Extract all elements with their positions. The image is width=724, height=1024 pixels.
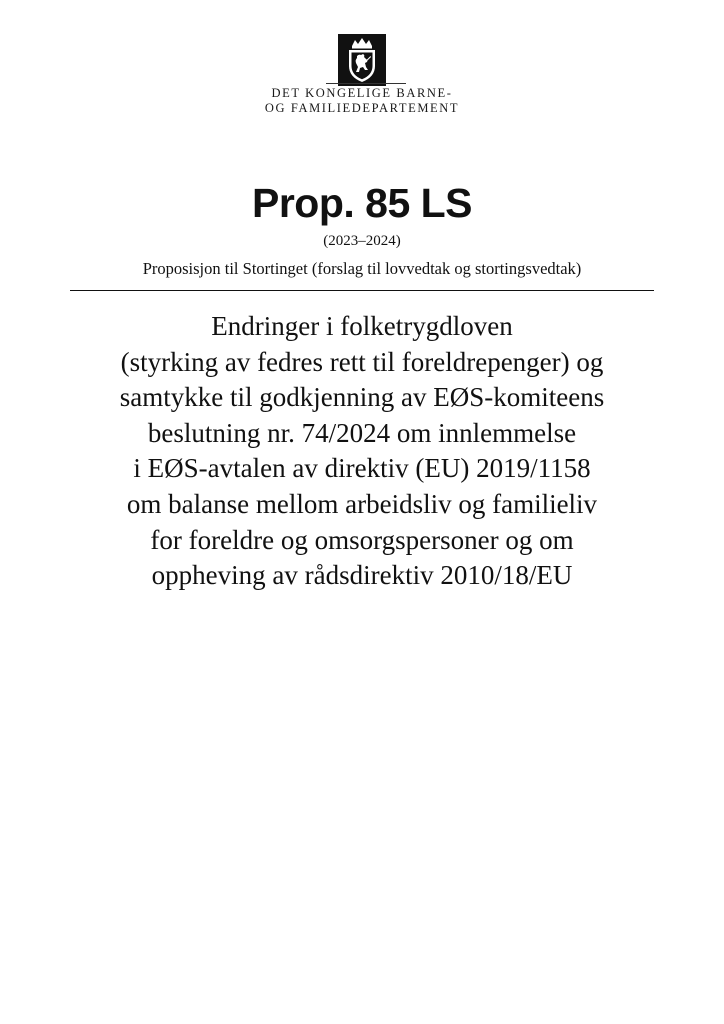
title-line: Endringer i folketrygdloven	[211, 311, 513, 341]
session-years: (2023–2024)	[323, 233, 401, 249]
document-title	[40, 309, 684, 594]
title-line: (styrking av fedres rett til foreldrepenger) og	[120, 346, 604, 377]
title-line: for foreldre og omsorgspersoner og om	[150, 524, 574, 555]
title-line: om balanse mellom arbeidsliv og familieliv	[126, 488, 598, 519]
department-name-line-2: OG FAMILIEDEPARTEMENT	[264, 101, 460, 115]
department-name-line-1: DET KONGELIGE BARNE-	[271, 86, 453, 100]
title-line: i EØS-avtalen av direktiv (EU) 2019/1158	[133, 453, 591, 484]
proposition-subtitle: Proposisjon til Stortinget (forslag til lovvedtak og stortingsvedtak)	[142, 259, 582, 278]
proposition-number: Prop. 85 LS	[251, 180, 473, 226]
title-line: samtykke til godkjenning av EØS-komiteens	[119, 382, 605, 413]
title-line: beslutning nr. 74/2024 om innlemmelse	[147, 417, 577, 448]
divider	[70, 290, 654, 291]
coat-of-arms-icon	[338, 34, 386, 86]
title-line: oppheving av rådsdirektiv 2010/18/EU	[151, 560, 573, 591]
department-top-rule	[326, 83, 406, 84]
